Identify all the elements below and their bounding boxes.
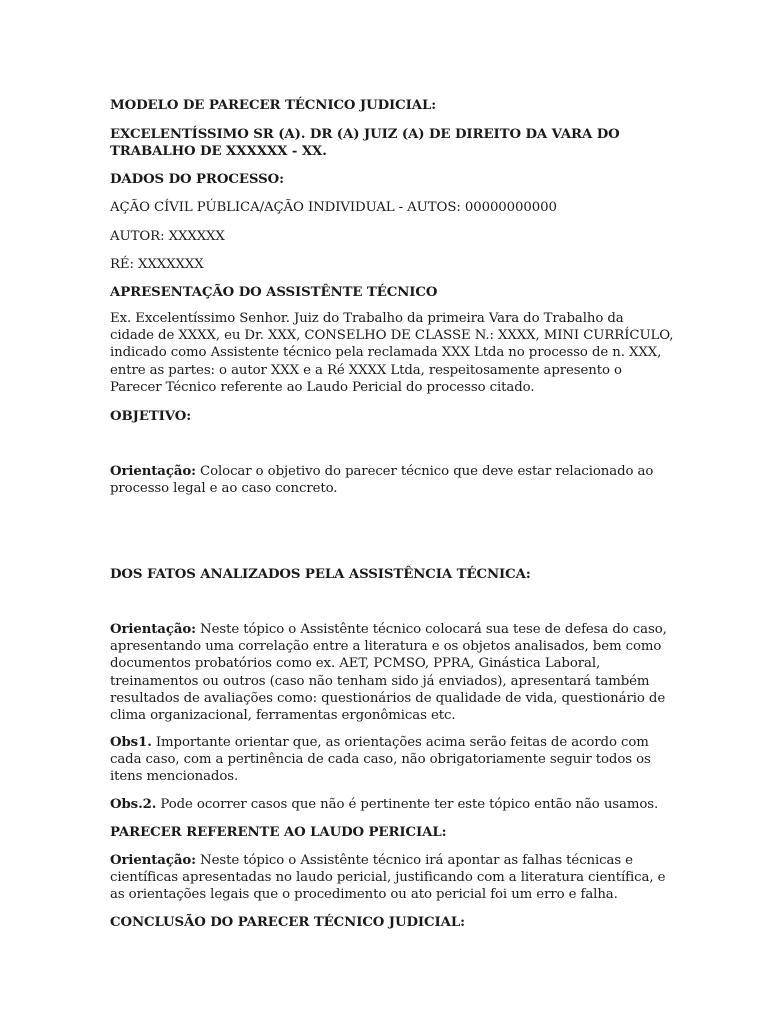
paragraph-line: itens mencionados. (110, 769, 239, 785)
guidance-text: Neste tópico o Assistênte técnico colocará sua tese de defesa do caso, (195, 622, 667, 637)
paragraph-line: científicas apresentadas no laudo pericial, justificando com a literatura científica, e (110, 870, 666, 886)
paragraph-line: indicado como Assistente técnico pela reclamada XXX Ltda no processo de n. XXX, (110, 345, 662, 361)
guidance-text: Colocar o objetivo do parecer técnico que deve estar relacionado ao (195, 464, 654, 479)
paragraph-line: Ex. Excelentíssimo Senhor. Juiz do Trabalho da primeira Vara do Trabalho da (110, 311, 624, 326)
report-guidance (110, 852, 670, 904)
addressee-line: TRABALHO DE XXXXXX - XX. (110, 144, 327, 160)
guidance-text: Neste tópico o Assistênte técnico irá apontar as falhas técnicas e (195, 853, 633, 868)
presentation-paragraph (110, 310, 674, 396)
paragraph-line: apresentando uma correlação entre a literatura e os objetos analisados, bem como (110, 639, 662, 655)
paragraph-line: resultados de avaliações como: questionários de qualidade de vida, questionário de (110, 690, 666, 706)
facts-guidance (110, 621, 670, 724)
note-label: Obs.2. (110, 797, 157, 812)
obs2-note (110, 796, 670, 813)
facts-heading: DOS FATOS ANALIZADOS PELA ASSISTÊNCIA TÉCNICA: (110, 567, 531, 582)
addressee-line: EXCELENTÍSSIMO SR (A). DR (A) JUIZ (A) DE DIREITO DA VARA DO (110, 127, 620, 142)
guidance-first-line (110, 463, 670, 480)
paragraph-line: treinamentos ou outros (caso não tenham sido já enviados), apresentará também (110, 673, 650, 689)
objective-heading: OBJETIVO: (110, 409, 192, 424)
paragraph-line: documentos probatórios como ex. AET, PCMSO, PPRA, Ginástica Laboral, (110, 656, 601, 672)
paragraph-line: as orientações legais que o procedimento ou ato pericial foi um erro e falha. (110, 887, 618, 903)
author-field: AUTOR: XXXXXX (110, 229, 225, 244)
paragraph-line: cada caso, com a pertinência de cada caso, não obrigatoriamente seguir todos os (110, 752, 651, 768)
obs1-note (110, 734, 670, 786)
defendant-field: RÉ: XXXXXXX (110, 257, 204, 272)
note-first-line (110, 734, 670, 751)
note-text: Importante orientar que, as orientações acima serão feitas de acordo com (151, 735, 649, 750)
paragraph-line: cidade de XXXX, eu Dr. XXX, CONSELHO DE CLASSE N.: XXXX, MINI CURRÍCULO, (110, 328, 674, 344)
process-action: AÇÃO CÍVIL PÚBLICA/AÇÃO INDIVIDUAL - AUTOS: 00000000000 (110, 200, 557, 215)
paragraph-line: Parecer Técnico referente ao Laudo Pericial do processo citado. (110, 379, 535, 395)
paragraph-line: entre as partes: o autor XXX e a Ré XXXX Ltda, respeitosamente apresento o (110, 362, 622, 378)
paragraph-line: clima organizacional, ferramentas ergonômicas etc. (110, 708, 456, 724)
report-heading: PARECER REFERENTE AO LAUDO PERICIAL: (110, 825, 447, 840)
note-label: Obs1. (110, 735, 152, 750)
guidance-label: Orientação: (110, 464, 196, 479)
conclusion-heading: CONCLUSÃO DO PARECER TÉCNICO JUDICIAL: (110, 915, 465, 930)
paragraph-line: processo legal e ao caso concreto. (110, 481, 338, 497)
process-heading: DADOS DO PROCESSO: (110, 172, 284, 187)
addressee (110, 126, 670, 160)
guidance-first-line (110, 621, 670, 638)
note-text: Pode ocorrer casos que não é pertinente ter este tópico então não usamos. (156, 797, 659, 812)
note-first-line (110, 796, 670, 813)
guidance-label: Orientação: (110, 622, 196, 637)
guidance-first-line (110, 852, 670, 869)
objective-guidance (110, 463, 670, 497)
guidance-label: Orientação: (110, 853, 196, 868)
document-title: MODELO DE PARECER TÉCNICO JUDICIAL: (110, 98, 437, 113)
presentation-heading: APRESENTAÇÃO DO ASSISTÊNTE TÉCNICO (110, 285, 438, 300)
